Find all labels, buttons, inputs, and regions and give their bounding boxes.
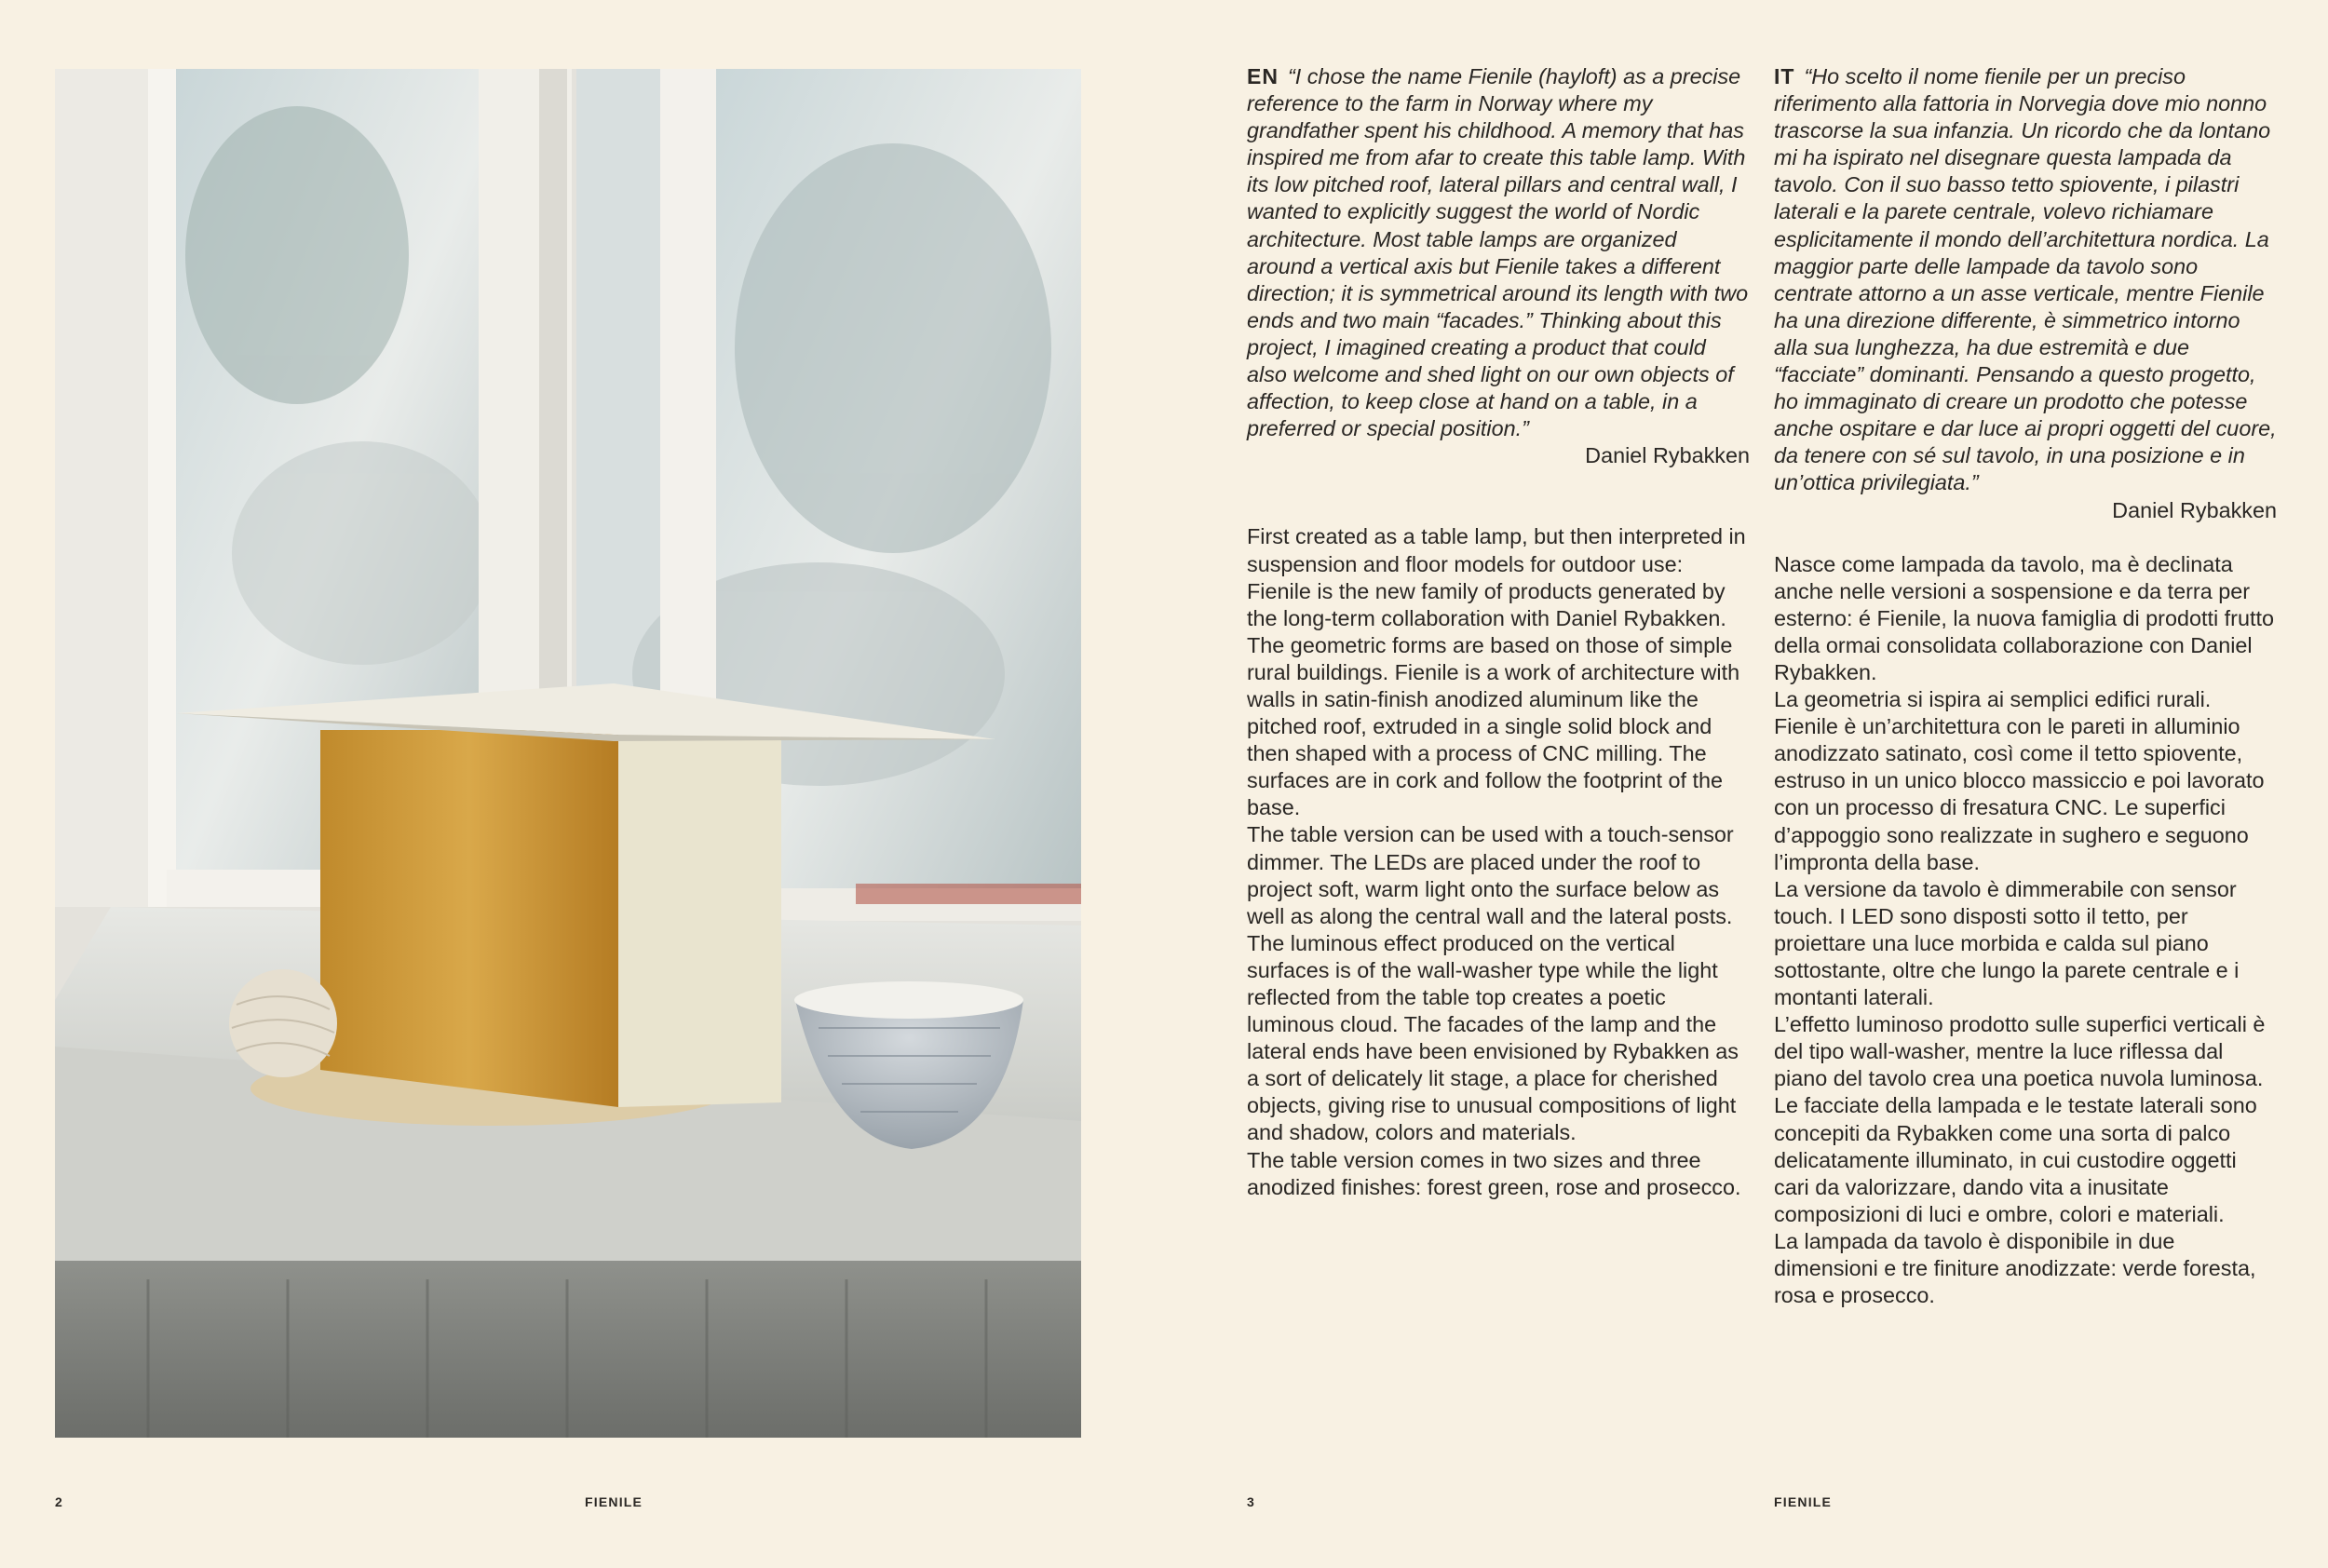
left-page-number: 2 [55,1494,63,1509]
english-paragraph: The table version comes in two sizes and three anodized finishes: forest green, rose and prosecco. [1247,1147,1741,1199]
english-body [1247,523,1750,1200]
italian-paragraph: La geometria si ispira ai semplici edifici rurali. Fienile è un’architettura con le pareti in alluminio anodizzato satinato, così come il tetto spiovente, estruso in un unico blocco massiccio e poi lavorato con un processo di fresatura CNC. Le superfici d’appoggio sono realizzate in sughero e seguono l’impronta della base. [1774,687,2265,874]
left-running-title: FIENILE [585,1494,643,1509]
english-paragraph: First created as a table lamp, but then interpreted in suspension and floor models for outdoor use: Fienile is the new family of products generated by the long-term collaboration with Daniel Rybakken. [1247,524,1746,630]
english-paragraph: The geometric forms are based on those of simple rural buildings. Fienile is a work of architecture with walls in satin-finish anodized aluminum like the pitched roof, extruded in a single solid block and then shaped with a process of CNC milling. The surfaces are in cork and follow the footprint of the base. [1247,632,1740,820]
italian-quote-text: “Ho scelto il nome fienile per un preciso riferimento alla fattoria in Norvegia dove mio nonno trascorse la sua infanzia. Un ricordo che da lontano mi ha ispirato nel disegnare questa lampada da tavolo. Con il suo basso tetto spiovente, i pilastri laterali e la parete centrale, volevo richiamare esplicitamente il mondo dell’architettura nordica. La maggior parte delle lampade da tavolo sono centrate attorno a un asse verticale, mentre Fienile ha una direzione differente, è simmetrico intorno alla sua lunghezza, ha due estremità e due “facciate” dominanti. Pensando a questo progetto, ho immaginato di creare un prodotto che potesse anche ospitare e dar luce ai propri oggetti del cuore, da tenere con sé sul tavolo, in una posizione e in un’ottica privilegiata.” [1774,64,2277,495]
italian-body [1774,551,2277,1310]
right-running-title: FIENILE [1774,1494,1833,1509]
italian-quote-author: Daniel Rybakken [2112,497,2277,522]
english-paragraph: The table version can be used with a touch-sensor dimmer. The LEDs are placed under the roof to project soft, warm light onto the surface below as well as along the central wall and the lateral posts. The luminous effect produced on the vertical surfaces is of the wall-washer type while the light reflected from the table top creates a poetic luminous cloud. The facades of the lamp and the lateral ends have been envisioned by Rybakken as a sort of delicately lit stage, a place for cherished objects, giving rise to unusual compositions of light and shadow, colors and materials. [1247,822,1739,1145]
language-label-en: EN [1247,64,1279,88]
english-quote-author: Daniel Rybakken [1585,443,1750,468]
lamp-photo-illustration [55,69,1081,1438]
italian-paragraph: La versione da tavolo è dimmerabile con sensor touch. I LED sono disposti sotto il tetto, per proiettare una luce morbida e calda sul piano sottostante, oltre che lungo la parete centrale e i montanti laterali. [1774,876,2240,1010]
product-photo [55,69,1081,1438]
italian-paragraph: La lampada da tavolo è disponibile in due dimensioni e tre finiture anodizzate: verde foresta, rosa e prosecco. [1774,1228,2256,1308]
language-label-it: IT [1774,64,1795,88]
english-quote-text: “I chose the name Fienile (hayloft) as a precise reference to the farm in Norway where my grandfather spent his childhood. A memory that has inspired me from afar to create this table lamp. With its low pitched roof, lateral pillars and central wall, I wanted to explicitly suggest the world of Nordic architecture. Most table lamps are organized around a vertical axis but Fienile takes a different direction; it is symmetrical around its length with two ends and two main “facades.” Thinking about this project, I imagined creating a product that could also welcome and shed light on our own objects of affection, to keep close at hand on a table, in a preferred or special position.” [1247,64,1749,441]
italian-paragraph: Nasce come lampada da tavolo, ma è declinata anche nelle versioni a sospensione e da terra per esterno: é Fienile, la nuova famiglia di prodotti frutto della ormai consolidata collaborazione con Daniel Rybakken. [1774,551,2274,684]
italian-column [1774,63,2277,1309]
italian-paragraph: L’effetto luminoso prodotto sulle superfici verticali è del tipo wall-washer, mentre la luce riflessa dal piano del tavolo crea una poetica nuvola luminosa. Le facciate della lampada e le testate laterali sono concepiti da Rybakken come una sorta di palco delicatamente illuminato, in cui custodire oggetti cari da valorizzare, dando vita a inusitate composizioni di luci e ombre, colori e materiali. [1774,1012,2266,1226]
english-quote [1247,63,1750,442]
english-column [1247,63,1750,1201]
italian-quote [1774,63,2277,497]
right-page-number: 3 [1247,1494,1255,1509]
